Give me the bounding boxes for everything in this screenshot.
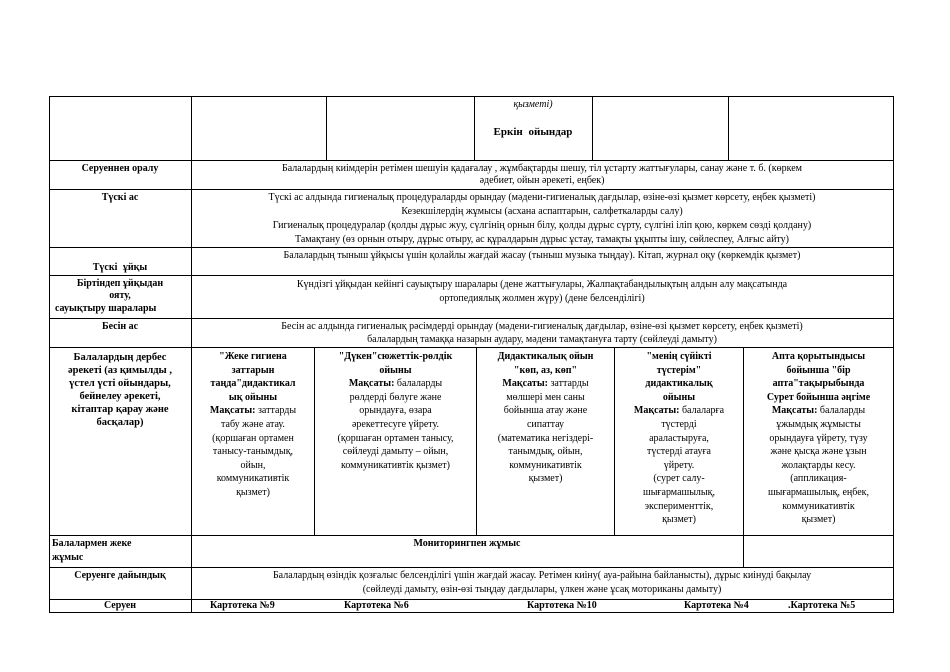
activity-line: "Жеке гигиена: [219, 351, 287, 362]
activity-line: заттарын: [231, 364, 275, 376]
walk-card: Картотека №6: [344, 600, 409, 611]
wakeup-label: ояту,: [109, 290, 131, 301]
lunch-line: Кезекшілердің жұмысы (асхана аспаптарын, салфеткаларды салу): [401, 206, 683, 217]
activity-line: танымдық, ойын,: [508, 446, 583, 458]
activity-line: шығармашылық,: [643, 487, 715, 498]
walk-card: Картотека №4: [684, 600, 749, 611]
activity-line: эксперименттік,: [644, 500, 714, 512]
activity-line: сөйлеуді дамыту – ойын,: [342, 446, 449, 458]
activity-line: Мақсаты: балаларға: [633, 405, 725, 417]
activity-line: қызмет): [801, 514, 836, 526]
activity-line: Мақсаты: балаларды: [771, 405, 866, 417]
snack-line: балалардың тамаққа назарын аудару, мәдени тамақтануға тарту (сөйлеуді дамыту): [367, 334, 717, 345]
row-divider: [49, 535, 894, 536]
lunch-label: Түскі ас: [101, 192, 139, 203]
activity-line: ойын,: [240, 459, 266, 471]
wakeup-line: Күндізгі ұйқыдан кейінгі сауықтыру шаралары (дене жаттығулары, Жалпақтабандылықтың алдын алу мақсатында: [296, 279, 788, 290]
column-divider: [592, 96, 593, 160]
independent-label: кітаптар қарау және: [71, 404, 169, 415]
activity-line: Дидактикалық ойын: [497, 351, 594, 362]
activity-line: коммуникативтік: [782, 500, 855, 512]
independent-label: басқалар): [96, 417, 144, 428]
monitoring-text: Мониторингпен жұмыс: [413, 538, 521, 549]
walk-label: Серуен: [103, 600, 137, 611]
snack-label: Бесін ас: [101, 321, 139, 332]
activity-line: жолақтарды кесу.: [781, 459, 856, 471]
activity-line: апта"тақырыбында: [772, 378, 865, 390]
activity-line: әрекеттесуге үйрету.: [351, 419, 440, 430]
row-divider: [49, 160, 894, 161]
activity-line: коммуникативтік: [509, 459, 582, 471]
independent-label: Балалардың дербес: [73, 352, 167, 363]
walk-card: .Картотека №5: [788, 600, 856, 611]
column-divider: [743, 535, 744, 567]
service-end-text: қызметі): [513, 99, 553, 110]
activity-line: дидактикалық: [645, 378, 713, 390]
activity-line: рөлдерді бөлуге және: [349, 391, 442, 403]
wakeup-label: Біртіндеп ұйқыдан: [76, 278, 164, 289]
activity-line: Мақсаты: заттарды: [209, 405, 297, 417]
independent-label: бейнелеу әрекеті,: [79, 391, 161, 402]
activity-line: қызмет): [662, 514, 696, 526]
activity-line: түстерді атауға: [647, 446, 711, 458]
activity-line: орындауға үйрету, түзу: [769, 432, 868, 444]
activity-line: таңда"дидактикал: [210, 378, 296, 390]
activity-line: "менің сүйікті: [646, 351, 712, 362]
activity-line: ұжымдық жұмысты: [776, 419, 861, 430]
column-divider: [728, 96, 729, 160]
activity-line: табу және атау.: [221, 419, 285, 430]
activity-line: бойынша "бір: [786, 364, 851, 376]
activity-line: (математика негіздері-: [497, 432, 594, 444]
table-bottom-border: [49, 612, 894, 613]
activity-line: орындауға, өзара: [359, 405, 432, 417]
activity-line: Апта қорытындысы: [771, 351, 866, 362]
activity-line: Мақсаты: заттарды: [502, 378, 589, 390]
activity-line: ық ойыны: [228, 391, 278, 403]
return-walk-label: Серуеннен оралу: [81, 163, 159, 174]
activity-line: араластыруға,: [649, 432, 709, 444]
walk-card: Картотека №9: [210, 600, 275, 611]
individual-work-label: жұмыс: [52, 552, 84, 563]
row-divider: [49, 247, 894, 248]
activity-line: қызмет): [528, 473, 563, 485]
row-divider: [49, 318, 894, 319]
walk-card: Картотека №10: [527, 600, 597, 611]
activity-line: ойыны: [662, 391, 696, 403]
lunch-line: Гигиеналық процедуралар (қолды дұрыс жуу, сүлгінің орнын білу, қолды дұрыс сүрту, сүлгіні іліп қою, көркем сөзді қолдану): [272, 220, 812, 231]
table-right-border: [893, 96, 894, 613]
lunch-line: Тамақтану (өз орнын отыру, дұрыс отыру, ас құралдарын дұрыс ұстау, тамақты ұқыпты ішу, сөйлеспеу, Алғыс айту): [294, 234, 790, 245]
activity-line: сипаттау: [526, 419, 565, 430]
activity-line: Сурет бойынша әңгіме: [766, 391, 871, 403]
snack-line: Бесін ас алдында гигиеналық рәсімдерді орындау (мәдени-гигиеналық дағдылар, өзіне-өзі қызмет көрсету, еңбек қызметі): [281, 321, 803, 332]
activity-line: ойыны: [379, 364, 412, 376]
individual-work-label: Балалармен жеке: [52, 538, 132, 549]
nap-text: Балалардың тыныш ұйқысы үшін қолайлы жағдай жасау (тыныш музыка тыңдау). Кітап, журнал оқу (көркемдік қызмет): [283, 250, 801, 261]
walk-prep-line: Балалардың өзіндік қозғалыс белсенділігі үшін жағдай жасау. Ретімен киіну( ауа-райына байланысты), дұрыс киінуді бақылау: [272, 570, 812, 581]
walk-prep-line: (сөйлеуді дамыту, өзін-өзі тыңдау дағдылары, үлкен және ұсақ моториканы дамыту): [362, 584, 722, 595]
activity-line: үйрету.: [663, 459, 695, 471]
activity-line: және қысқа және ұзын: [770, 446, 867, 458]
activity-line: коммуникативтік: [216, 473, 290, 485]
row-divider: [49, 275, 894, 276]
activity-line: Мақсаты: балаларды: [348, 378, 443, 390]
activity-line: "Дүкен"сюжеттік-рөлдік: [338, 351, 453, 362]
table-top-border: [49, 96, 894, 97]
activity-line: мөлшері мен саны: [506, 391, 585, 403]
return-walk-line: әдебиет, ойын әрекеті, еңбек): [479, 175, 605, 186]
independent-label: әрекеті (аз қимылды ,: [67, 365, 172, 376]
activity-line: (қоршаған ортамен танысу,: [337, 432, 454, 444]
activity-line: коммуникативтік қызмет): [341, 459, 450, 471]
row-divider: [49, 567, 894, 568]
row-divider: [49, 189, 894, 190]
free-games-label: Еркін ойындар: [493, 126, 573, 138]
nap-label: Түскі ұйқы: [92, 262, 148, 273]
activity-line: түстерді: [661, 419, 697, 430]
wakeup-line: ортопедиялық жолмен жүру) (дене белсенділігі): [439, 293, 645, 304]
activity-line: түстерім": [656, 364, 702, 376]
activity-line: "көп, аз, көп": [513, 364, 578, 376]
wakeup-label: сауықтыру шаралары: [55, 303, 157, 314]
activity-line: қызмет): [236, 487, 270, 498]
lunch-line: Түскі ас алдында гигиеналық процедураларды орындау (мәдени-гигиеналық дағдылар, өзіне-өзі қызмет көрсету, еңбек қызметі): [268, 192, 816, 203]
activity-line: танысу-танымдық,: [212, 446, 294, 458]
activity-line: шығармашылық, еңбек,: [767, 487, 870, 498]
walk-prep-label: Серуенге дайындық: [74, 570, 166, 581]
activity-line: (қоршаған ортамен: [212, 432, 294, 444]
activity-line: (сурет салу-: [653, 473, 705, 485]
column-divider: [326, 96, 327, 160]
independent-label: үстел үсті ойындары,: [69, 378, 171, 389]
activity-line: бойынша атау және: [503, 405, 588, 417]
return-walk-line: Балалардың киімдерін ретімен шешуін қадағалау , жұмбақтарды шешу, тіл ұстарту жаттығулары, санау және т. б. (көркем: [282, 163, 802, 174]
activity-line: (аппликация-: [790, 473, 847, 485]
row-divider: [49, 347, 894, 348]
